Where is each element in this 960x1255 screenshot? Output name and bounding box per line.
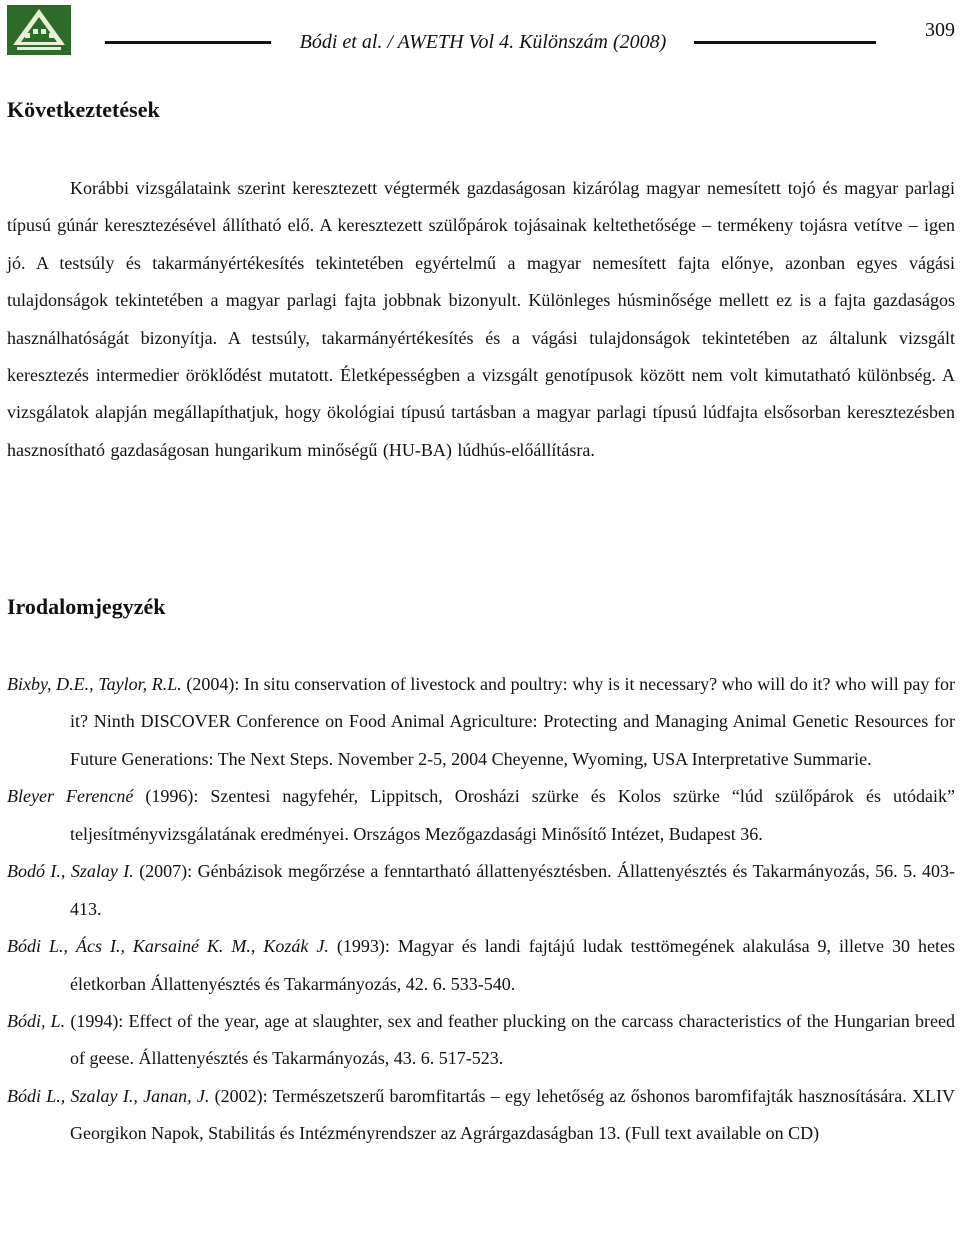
reference-authors: Bodó I., Szalay I. <box>7 861 134 882</box>
reference-authors: Bleyer Ferencné <box>7 786 134 807</box>
reference-body: (2007): Génbázisok megőrzése a fenntartható állattenyésztésben. Állattenyésztés és Takarmányozás, 56. 5. 403-413. <box>70 861 955 919</box>
reference-item <box>7 1003 955 1078</box>
reference-item <box>7 778 955 853</box>
reference-body: (2004): In situ conservation of livestock and poultry: why is it necessary? who will do it? who will pay for it? Ninth DISCOVER Conference on Food Animal Agriculture: Protecting and Managing Animal Genetic Resources for Future Generations: The Next Steps. November 2-5, 2004 Cheyenne, Wyoming, USA Interpretative Summarie. <box>70 674 956 769</box>
conclusions-paragraph: Korábbi vizsgálataink szerint keresztezett végtermék gazdaságosan kizárólag magyar nemesített tojó és magyar parlagi típusú gúnár keresztezésével állítható elő. A keresztezett szülőpárok tojásainak keltethetősége – termékeny tojásra vetítve – igen jó. A testsúly és takarmányértékesítés tekintetében egyértelmű a magyar nemesített fajta előnye, azonban egyes vágási tulajdonságok tekintetében a magyar parlagi fajta jobbnak bizonyult. Különleges húsminősége mellett ez is a fajta gazdaságos használhatóságát bizonyítja. A testsúly, takarmányértékesítés és a vágási tulajdonságok tekintetében az általunk vizsgált keresztezés intermedier öröklődést mutatott. Életképességben a vizsgált genotípusok között nem volt kimutatható különbség. A vizsgálatok alapján megállapíthatjuk, hogy ökológiai típusú tartásban a magyar parlagi típusú lúdfajta elsősorban keresztezésben hasznosítható gazdaságosan hungarikum minőségű (HU-BA) lúdhús-előállításra. <box>7 178 955 460</box>
reference-item <box>7 928 955 1003</box>
section-heading-conclusions: Következtetések <box>7 97 160 122</box>
reference-list <box>7 666 955 1153</box>
reference-authors: Bódi L., Ács I., Karsainé K. M., Kozák J. <box>7 936 329 957</box>
section-heading-references: Irodalomjegyzék <box>7 594 166 619</box>
reference-body: (1994): Effect of the year, age at slaughter, sex and feather plucking on the carcass characteristics of the Hungarian breed of geese. Állattenyésztés és Takarmányozás, 43. 6. 517-523. <box>65 1011 956 1069</box>
reference-item <box>7 853 955 928</box>
page-number: 309 <box>925 19 955 41</box>
reference-body: (2002): Természetszerű baromfitartás – egy lehetőség az őshonos baromfifajták hasznosítására. XLIV Georgikon Napok, Stabilitás és Intézményrendszer az Agrárgazdaságban 13. (Full text available on CD) <box>70 1085 955 1144</box>
header-rule-left <box>105 41 271 44</box>
reference-body: (1996): Szentesi nagyfehér, Lippitsch, Orosházi szürke és Kolos szürke “lúd szülőpárok és utódaik” teljesítményvizsgálatának eredményei. Országos Mezőgazdasági Minősítő Intézet, Budapest 36. <box>70 786 955 844</box>
reference-authors: Bódi, L. <box>7 1011 66 1032</box>
journal-logo-icon <box>7 5 71 55</box>
page-header <box>0 0 960 70</box>
reference-authors: Bixby, D.E., Taylor, R.L. <box>7 674 182 694</box>
reference-body: (1993): Magyar és landi fajtájú ludak testtömegének alakulása 9, illetve 30 hetes életkorban Állattenyésztés és Takarmányozás, 42. 6. 533-540. <box>70 936 955 994</box>
header-rule-right <box>694 41 876 44</box>
reference-item <box>7 1078 955 1153</box>
reference-item <box>7 666 955 778</box>
reference-authors: Bódi L., Szalay I., Janan, J. <box>7 1085 210 1106</box>
running-title: Bódi et al. / AWETH Vol 4. Különszám (2008) <box>299 31 667 53</box>
